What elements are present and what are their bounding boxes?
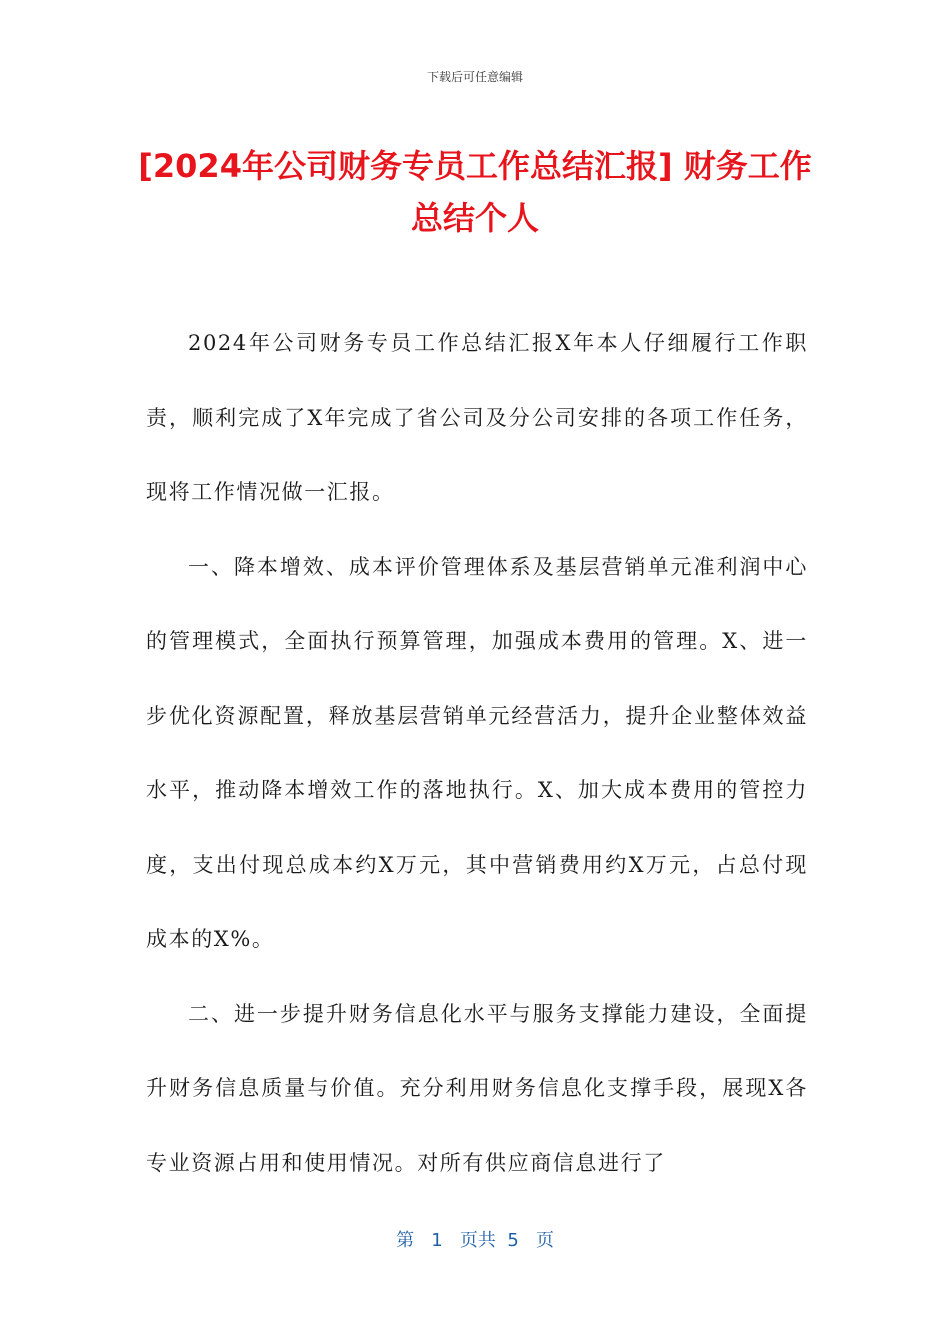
footer-current-page: 1: [431, 1230, 443, 1251]
paragraph-section-one: 一、降本增效、成本评价管理体系及基层营销单元准利润中心的管理模式，全面执行预算管理，加强成本费用的管理。X、进一步优化资源配置，释放基层营销单元经营活力，提升企业整体效益水平，推动降本增效工作的落地执行。X、加大成本费用的管控力度，支出付现总成本约X万元，其中营销费用约X万元，占总付现成本的X%。: [146, 554, 808, 951]
footer-label-end: 页: [535, 1230, 554, 1251]
page-header-note: 下载后可任意编辑: [426, 70, 523, 84]
paragraph-intro: 2024年公司财务专员工作总结汇报X年本人仔细履行工作职责，顺利完成了X年完成了省公司及分公司安排的各项工作任务，现将工作情况做一汇报。: [146, 331, 808, 504]
document-body: [146, 306, 808, 1200]
footer-label-total: 页共: [459, 1230, 496, 1251]
paragraph-section-two: 二、进一步提升财务信息化水平与服务支撑能力建设，全面提升财务信息质量与价值。充分利用财务信息化支撑手段，展现X各专业资源占用和使用情况。对所有供应商信息进行了: [146, 1001, 808, 1175]
footer-total-pages: 5: [507, 1230, 519, 1251]
footer-label-page: 第: [396, 1230, 415, 1251]
document-title: [2024年公司财务专员工作总结汇报] 财务工作总结个人: [138, 147, 812, 237]
page-footer: [0, 1226, 950, 1252]
